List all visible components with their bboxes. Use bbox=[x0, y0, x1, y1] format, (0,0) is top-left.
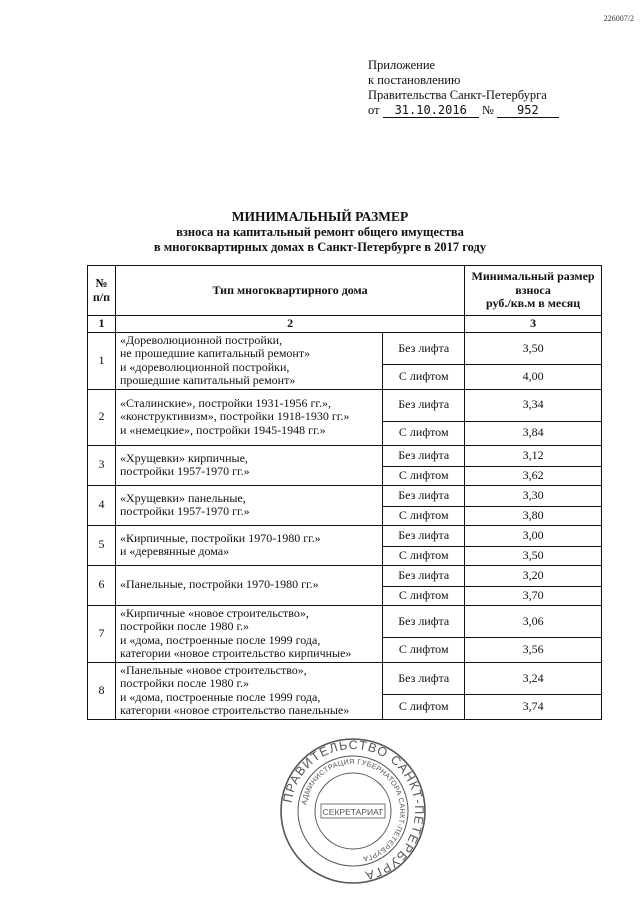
header-value-line-2: взноса bbox=[515, 282, 551, 297]
header-number bbox=[88, 266, 116, 316]
row-number: 7 bbox=[88, 605, 116, 662]
no-lift-value: 3,06 bbox=[465, 605, 602, 638]
building-type-line: категории «новое строительство кирпичные» bbox=[119, 646, 352, 660]
table-row bbox=[88, 485, 602, 506]
no-lift-value: 3,50 bbox=[465, 332, 602, 365]
building-type-line: и «деревянные дома» bbox=[119, 544, 230, 558]
building-type-line: постройки 1957-1970 гг.» bbox=[119, 464, 250, 478]
building-type-line: и «дореволюционной постройки, bbox=[119, 359, 290, 374]
building-type-line: «Сталинские», постройки 1931-1956 гг.», bbox=[119, 395, 331, 410]
lift-value: 3,84 bbox=[465, 421, 602, 445]
appendix-line-2: к постановлению bbox=[368, 73, 461, 87]
title-line-1: МИНИМАЛЬНЫЙ РАЗМЕР bbox=[231, 209, 409, 224]
seal-inner-text: АДМИНИСТРАЦИЯ ГУБЕРНАТОРА САНКТ-ПЕТЕРБУРГА bbox=[299, 756, 408, 864]
lift-value: 3,74 bbox=[465, 695, 602, 719]
title-line-3: в многоквартирных домах в Санкт-Петербурге в 2017 году bbox=[153, 240, 487, 254]
no-lift-value: 3,20 bbox=[465, 565, 602, 586]
appendix-block bbox=[368, 58, 559, 118]
no-lift-value: 3,12 bbox=[465, 445, 602, 466]
no-lift-label: Без лифта bbox=[383, 565, 465, 586]
from-label: от bbox=[368, 103, 380, 117]
table-index-row bbox=[88, 316, 602, 333]
no-lift-label: Без лифта bbox=[383, 485, 465, 506]
row-number: 8 bbox=[88, 662, 116, 719]
building-type-line: не прошедшие капитальный ремонт» bbox=[119, 346, 311, 360]
building-type bbox=[115, 332, 382, 389]
row-number: 6 bbox=[88, 565, 116, 605]
building-type-line: постройки после 1980 г.» bbox=[119, 676, 250, 690]
appendix-line-3: Правительства Санкт-Петербурга bbox=[368, 88, 547, 102]
index-cell: 1 bbox=[88, 316, 116, 333]
header-value bbox=[465, 266, 602, 316]
lift-label: С лифтом bbox=[383, 365, 465, 389]
lift-label: С лифтом bbox=[383, 421, 465, 445]
building-type-line: «Дореволюционной постройки, bbox=[119, 332, 283, 347]
building-type-line: «Хрущевки» кирпичные, bbox=[119, 450, 248, 465]
row-number: 2 bbox=[88, 389, 116, 445]
no-lift-value: 3,00 bbox=[465, 525, 602, 546]
row-number: 5 bbox=[88, 525, 116, 565]
no-lift-value: 3,24 bbox=[465, 662, 602, 695]
title-line-2: взноса на капитальный ремонт общего имущества bbox=[176, 225, 464, 239]
lift-value: 3,70 bbox=[465, 586, 602, 605]
lift-value: 4,00 bbox=[465, 365, 602, 389]
building-type bbox=[115, 485, 382, 525]
document-code: 226007/2 bbox=[603, 14, 634, 23]
index-cell: 3 bbox=[465, 316, 602, 333]
document-title bbox=[0, 208, 640, 255]
building-type bbox=[115, 525, 382, 565]
building-type-line: постройки 1957-1970 гг.» bbox=[119, 504, 250, 518]
lift-label: С лифтом bbox=[383, 638, 465, 662]
lift-label: С лифтом bbox=[383, 695, 465, 719]
building-type-line: «конструктивизм», постройки 1918-1930 гг.» bbox=[119, 409, 350, 424]
building-type-line: «Кирпичные «новое строительство», bbox=[119, 605, 309, 620]
number-label: № bbox=[481, 103, 494, 117]
building-type-line: «Хрущевки» панельные, bbox=[119, 490, 246, 505]
building-type bbox=[115, 565, 382, 605]
seal-center-text: СЕКРЕТАРИАТ bbox=[322, 807, 384, 817]
lift-value: 3,80 bbox=[465, 506, 602, 525]
header-type: Тип многоквартирного дома bbox=[115, 266, 464, 316]
building-type-line: «Панельные «новое строительство», bbox=[119, 662, 307, 677]
decree-date: 31.10.2016 bbox=[383, 104, 479, 118]
row-number: 3 bbox=[88, 445, 116, 485]
building-type-line: категории «новое строительство панельные» bbox=[119, 703, 350, 717]
lift-value: 3,50 bbox=[465, 546, 602, 565]
building-type bbox=[115, 445, 382, 485]
appendix-dateline bbox=[368, 103, 559, 118]
no-lift-label: Без лифта bbox=[383, 525, 465, 546]
table-row bbox=[88, 525, 602, 546]
table-body bbox=[88, 332, 602, 719]
building-type-line: и «немецкие», постройки 1945-1948 гг.» bbox=[119, 422, 326, 437]
building-type-line: постройки после 1980 г.» bbox=[119, 619, 250, 633]
lift-label: С лифтом bbox=[383, 546, 465, 565]
decree-number: 952 bbox=[497, 104, 559, 118]
header-number-line-2: п/п bbox=[92, 289, 111, 304]
no-lift-label: Без лифта bbox=[383, 332, 465, 365]
building-type bbox=[115, 605, 382, 662]
official-seal bbox=[278, 736, 428, 886]
header-value-line-3: руб./кв.м в месяц bbox=[486, 296, 581, 311]
building-type-line: «Кирпичные, постройки 1970-1980 гг.» bbox=[119, 530, 321, 545]
lift-label: С лифтом bbox=[383, 586, 465, 605]
building-type-line: и «дома, построенные после 1999 года, bbox=[119, 689, 321, 704]
table-row bbox=[88, 565, 602, 586]
table-row bbox=[88, 605, 602, 638]
no-lift-value: 3,30 bbox=[465, 485, 602, 506]
table-header-row bbox=[88, 266, 602, 316]
building-type-line: прошедшие капитальный ремонт» bbox=[119, 373, 296, 387]
no-lift-label: Без лифта bbox=[383, 662, 465, 695]
header-number-line-1: № bbox=[95, 276, 108, 290]
lift-value: 3,62 bbox=[465, 466, 602, 485]
seal-outer-text: ПРАВИТЕЛЬСТВО САНКТ-ПЕТЕРБУРГА bbox=[280, 737, 427, 883]
header-value-line-1: Минимальный размер bbox=[471, 269, 595, 284]
table-row bbox=[88, 332, 602, 365]
no-lift-label: Без лифта bbox=[383, 605, 465, 638]
building-type-line: «Панельные, постройки 1970-1980 гг.» bbox=[119, 577, 319, 592]
table-row bbox=[88, 662, 602, 695]
lift-label: С лифтом bbox=[383, 466, 465, 485]
table-row bbox=[88, 445, 602, 466]
building-type bbox=[115, 389, 382, 445]
no-lift-label: Без лифта bbox=[383, 445, 465, 466]
lift-label: С лифтом bbox=[383, 506, 465, 525]
lift-value: 3,56 bbox=[465, 638, 602, 662]
index-cell: 2 bbox=[115, 316, 464, 333]
table-row bbox=[88, 389, 602, 421]
building-type-line: и «дома, построенные после 1999 года, bbox=[119, 632, 321, 647]
no-lift-value: 3,34 bbox=[465, 389, 602, 421]
building-type bbox=[115, 662, 382, 719]
appendix-line-1: Приложение bbox=[368, 58, 436, 72]
fees-table bbox=[87, 265, 602, 720]
row-number: 4 bbox=[88, 485, 116, 525]
no-lift-label: Без лифта bbox=[383, 389, 465, 421]
row-number: 1 bbox=[88, 332, 116, 389]
